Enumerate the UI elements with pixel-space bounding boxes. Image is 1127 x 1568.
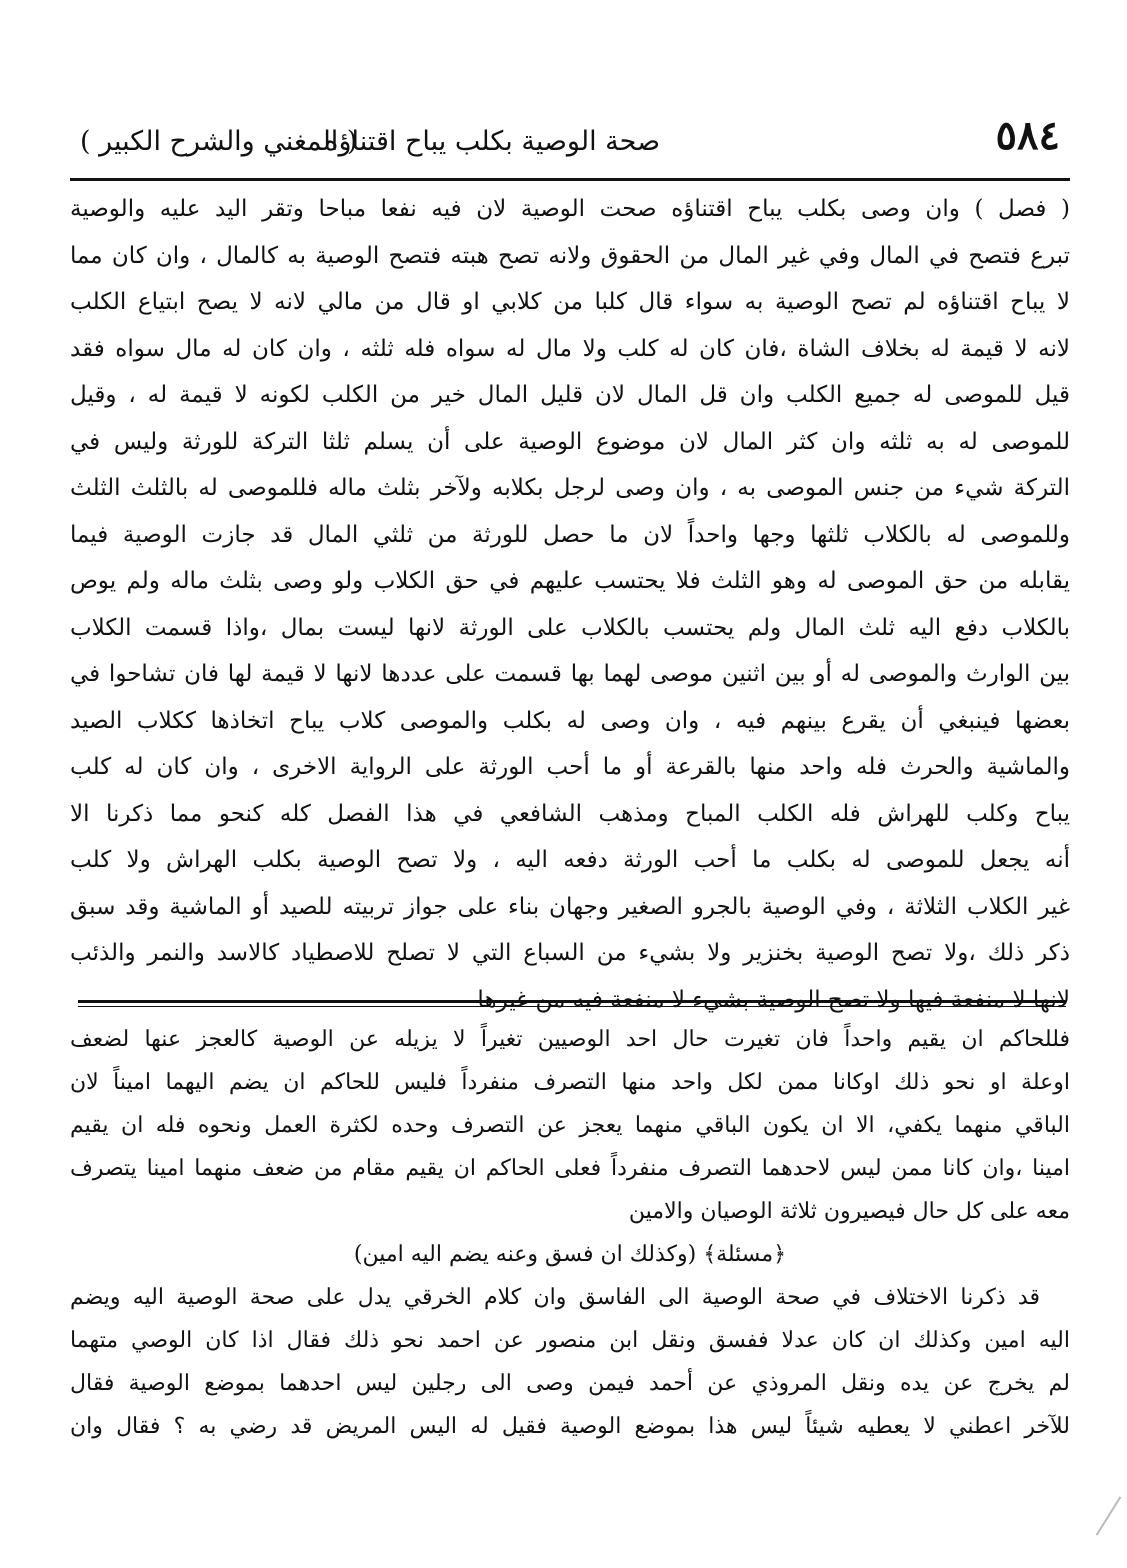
main-text-line: قيل للموصى له جميع الكلب وان قل المال لان قليل المال خير من الكلب لكونه لا قيمة له ، وقيل [70,382,1070,408]
page-header [70,112,1070,181]
main-text-line: يقابله من حق الموصى له وهو الثلث فلا يحتسب عليهم في حق الكلاب ولو وصى بثلث ماله ولم يوص [70,568,1070,594]
commentary-line: امينا ،وان كانا ممن ليس لاحدهما التصرف منفرداً فعلى الحاكم ان يقيم مقام من ضعف منهما امينا يتصرف [70,1156,1070,1181]
issue-heading: ﴿مسئلة﴾ (وكذلك ان فسق وعنه يضم اليه امين) [353,1242,787,1267]
main-text-line: ( فصل ) وان وصى بكلب يباح اقتناؤه صحت الوصية لان فيه نفعا مباحا وتقر اليد عليه والوصية [70,196,1070,222]
commentary-line: معه على كل حال فيصيرون ثلاثة الوصيان والامين [628,1199,1070,1224]
main-text-line: أنه يجعل للموصى له بكلب ما أحب الورثة دفعه اليه ، ولا تصح الوصية بكلب الهراش ولا كلب [70,847,1070,873]
main-text-line: والماشية والحرث فله واحد منها بالقرعة أو ما أحب الورثة على الرواية الاخرى ، وان كان له كلب [70,754,1070,780]
section-divider-thin [78,1006,1066,1007]
main-text-line: بين الوارث والموصى له أو بين اثنين موصى لهما بها قسمت على عددها لانها لا قيمة لها فان تشاحوا في [70,661,1070,687]
commentary-line: فللحاكم ان يقيم واحداً فان تغيرت حال احد الوصيين تغيراً لا يزيله عن الوصية كالعجز عنها لضعف [70,1027,1070,1052]
main-text-line: لانه لا قيمة له بخلاف الشاة ،فان كان له كلب ولا مال له سواه فله ثلثه ، وان كان له مال سواه فقد [70,335,1070,362]
main-text-line: بعضها فينبغي أن يقرع بينهم فيه ، وان وصى له بكلب والموصى كلاب يباح اتخاذها ككلاب الصيد [70,707,1070,734]
main-text-line: غير الكلاب الثلاثة ، وفي الوصية بالجرو الصغير وجهان بناء على جواز تربيته للصيد أو الماشية وقد سبق [70,893,1070,920]
commentary-line: للآخر اعطني لا يعطيه شيئاً ليس هذا بموضع الوصية فقيل له اليس المريض قد رضي به ؟ فقال وان [70,1414,1070,1439]
running-title: صحة الوصية بكلب يباح اقتناؤه [324,126,660,157]
main-text [70,186,1070,1023]
page-number: ٥٨٤ [995,112,1060,159]
main-text-line: التركة شيء من جنس الموصى به ، وان وصى لرجل بكلابه ولآخر بثلث ماله فللموصى له بالثلث الثلث [70,475,1070,501]
commentary-line: لم يخرج عن يده ونقل المروذي عن أحمد فيمن وصى الى رجلين ليس احدهما بموضع الوصية فقال [70,1371,1070,1396]
commentary-line: اليه امين وكذلك ان كان عدلا ففسق ونقل ابن منصور عن احمد نحو ذلك فقال اذا كان الوصي متهما [70,1328,1070,1353]
main-text-line: يباح وكلب للهراش فله الكلب المباح ومذهب الشافعي في هذا الفصل كله كنحو مما ذكرنا الا [70,800,1070,827]
main-text-line: تبرع فتصح في المال وفي غير المال من الحقوق ولانه تصح هبته فتصح الوصية به كالمال ، وان كان مما [70,242,1070,269]
main-text-line: وللموصى له بالكلاب ثلثها وجها واحداً لان ما حصل للورثة من ثلثي المال قد جازت الوصية فيما [70,521,1070,548]
commentary-line: اوعلة او نحو ذلك اوكانا ممن لكل واحد منها التصرف منفرداً فليس للحاكم ان يضم اليهما اميناً لان [70,1070,1070,1095]
main-text-line: ذكر ذلك ،ولا تصح الوصية بخنزير ولا بشيء من السباع التي لا تصلح للاصطياد كالاسد والنمر والذئب [70,940,1070,966]
main-text-line: للموصى له به ثلثه وان كثر المال لان موضوع الوصية على أن يسلم ثلثا التركة للورثة وليس في [70,428,1070,455]
book-title: ( المغني والشرح الكبير ) [80,126,358,157]
main-text-line: بالكلاب دفع اليه ثلث المال ولم يحتسب بالكلاب على الورثة لانها ليست بمال ،واذا قسمت الكلاب [70,614,1070,641]
main-text-line: لانها لا منفعة فيها ولا تصح الوصية بشيء لا منفعة فيه من غيرها [477,986,1070,1013]
commentary-text [70,1018,1070,1448]
section-divider [78,1000,1066,1003]
commentary-line: قد ذكرنا الاختلاف في صحة الوصية الى الفاسق وان كلام الخرقي يدل على صحة الوصية اليه ويضم [70,1285,1040,1310]
main-text-line: لا يباح اقتناؤه لم تصح الوصية به سواء قال كلبا من كلابي او قال من مالي لانه لا يصح ابتياع الكلب [70,289,1070,315]
commentary-line: الباقي منهما يكفي، الا ان يكون الباقي منهما يعجز عن التصرف وحده لكثرة العمل ونحوه فله ان يقيم [70,1113,1070,1138]
page-corner-mark [1096,1496,1122,1535]
